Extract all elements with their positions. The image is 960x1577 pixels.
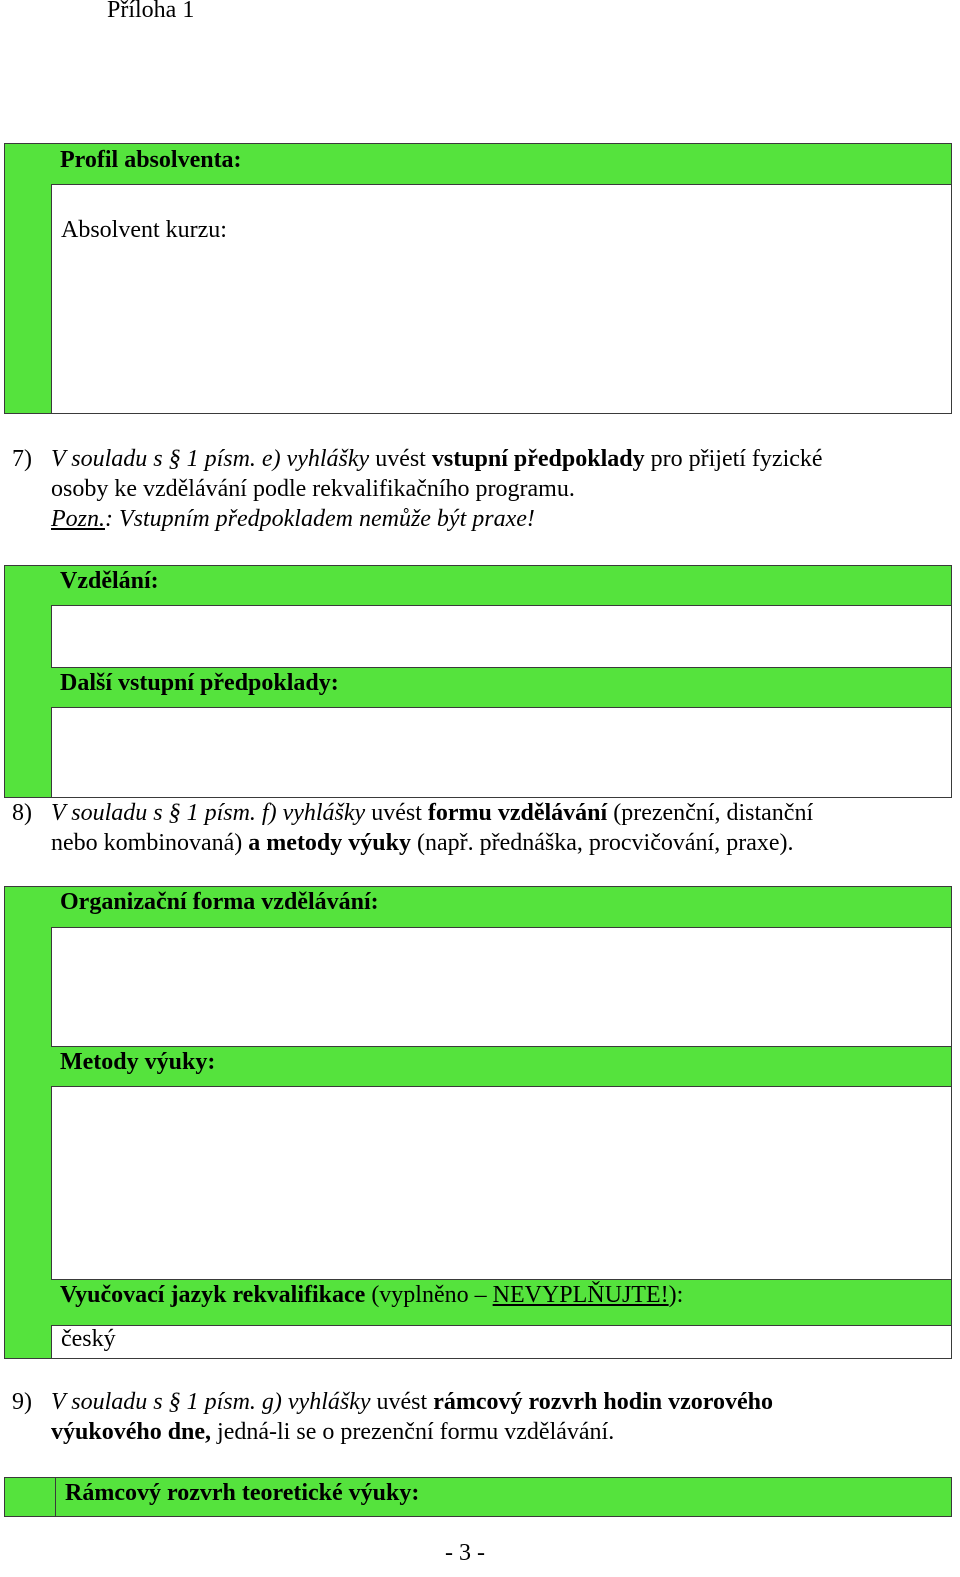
form-header-bar: [51, 887, 951, 928]
language-label: [60, 1282, 683, 1309]
section-7-line-1: [51, 444, 823, 474]
language-label-text-2: ):: [668, 1282, 684, 1308]
profile-subtitle: Absolvent kurzu:: [61, 217, 227, 243]
section-9-line-1: [51, 1387, 773, 1417]
section-8-text-1: uvést: [365, 800, 428, 826]
page-number: - 3 -: [445, 1540, 485, 1566]
organization-block: [4, 886, 952, 1359]
section-7-text-1: uvést: [369, 446, 432, 472]
other-requirements-header-bar: [51, 667, 951, 708]
language-header-bar: [51, 1279, 951, 1326]
section-8-text-2: (prezenční, distanční: [607, 800, 814, 826]
methods-header-bar: [51, 1046, 951, 1087]
section-9-bold-1: rámcový rozvrh hodin vzorového: [433, 1389, 773, 1415]
organization-gutter: [5, 887, 52, 1358]
form-label: Organizační forma vzdělávání:: [60, 889, 379, 915]
schedule-block: [4, 1477, 952, 1517]
section-8-line-2: [51, 828, 793, 858]
nevyplnujte-link: NEVYPLŇUJTE!: [492, 1282, 669, 1308]
section-8-bold-2: a metody výuky: [248, 830, 411, 856]
education-header-bar: [51, 566, 951, 606]
section-7: [12, 444, 952, 536]
section-8-line-1: [51, 798, 813, 828]
schedule-title: Rámcový rozvrh teoretické výuky:: [65, 1480, 420, 1506]
section-8-ref: V souladu s § 1 písm. f) vyhlášky: [51, 800, 366, 826]
page-header: Příloha 1: [107, 0, 195, 23]
pozn-link: Pozn.: [51, 506, 105, 532]
entry-block: [4, 565, 952, 798]
section-8-number: 8): [12, 800, 32, 826]
language-label-text-1: (vyplněno –: [365, 1282, 493, 1308]
section-8-text-3: nebo kombinovaná): [51, 830, 249, 856]
section-9-number: 9): [12, 1389, 32, 1415]
education-label: Vzdělání:: [60, 568, 159, 594]
language-value: český: [61, 1326, 116, 1352]
profile-gutter: [5, 144, 52, 413]
section-8: [12, 798, 952, 860]
section-7-note-text: : Vstupním předpokladem nemůže být praxe!: [105, 506, 535, 532]
section-9-text-2: jedná-li se o prezenční formu vzdělávání.: [211, 1419, 615, 1445]
profile-title: Profil absolventa:: [60, 147, 242, 173]
profile-header-bar: [51, 144, 951, 185]
profile-block: [4, 143, 952, 414]
section-7-text-2: pro přijetí fyzické: [644, 446, 823, 472]
section-7-line-2: osoby ke vzdělávání podle rekvalifikačního programu.: [51, 476, 575, 502]
section-7-number: 7): [12, 446, 32, 472]
section-9-ref: V souladu s § 1 písm. g) vyhlášky: [51, 1389, 371, 1415]
methods-label: Metody výuky:: [60, 1049, 216, 1075]
section-7-note: [51, 504, 535, 534]
section-9-bold-2: výukového dne,: [51, 1419, 212, 1445]
schedule-gutter: [5, 1478, 56, 1516]
section-7-ref: V souladu s § 1 písm. e) vyhlášky: [51, 446, 370, 472]
section-7-bold-1: vstupní předpoklady: [431, 446, 645, 472]
section-9: [12, 1387, 952, 1449]
section-8-text-4: (např. přednáška, procvičování, praxe).: [410, 830, 794, 856]
other-requirements-label: Další vstupní předpoklady:: [60, 670, 339, 696]
section-9-text-1: uvést: [370, 1389, 434, 1415]
section-9-line-2: [51, 1417, 614, 1447]
language-label-bold: Vyučovací jazyk rekvalifikace: [60, 1282, 366, 1308]
section-8-bold-1: formu vzdělávání: [427, 800, 608, 826]
entry-gutter: [5, 566, 52, 797]
